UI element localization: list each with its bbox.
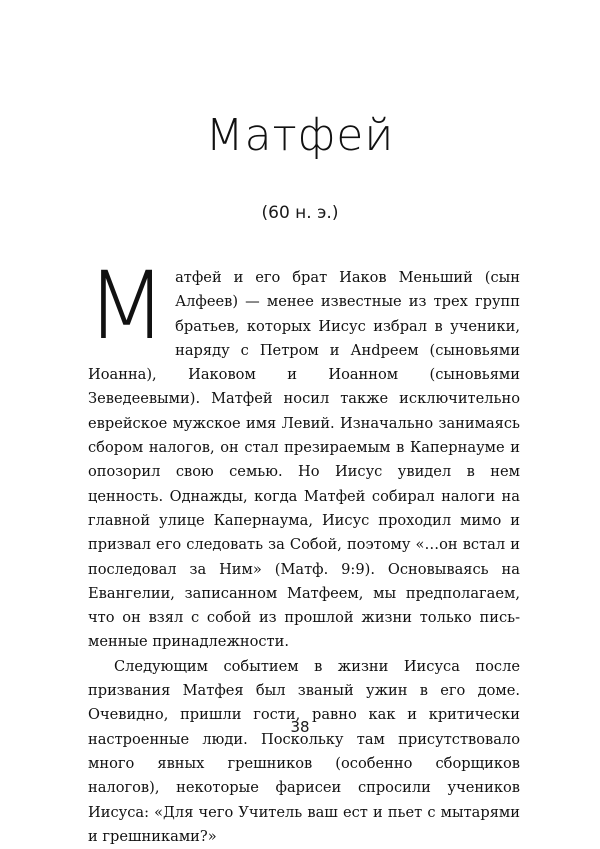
- chapter-title: Матфей: [205, 110, 395, 161]
- paragraph-1: [86, 252, 520, 655]
- drop-cap-letter: М: [86, 252, 168, 361]
- paragraph-2: [88, 655, 520, 849]
- chapter-date: (60 н. э.): [261, 203, 339, 223]
- page-number: 38: [290, 718, 310, 736]
- body-text: [86, 252, 520, 849]
- paragraph-1-text: атфей и его брат Иаков Меньший (сын Алфеев) — менее известные из трех групп братьев, которых Иисус избрал в ученики, наряду с Петром и Анdреем (сыновьями Иоанна), Иаковом и Иоанном (сыновьями Зеведеевыми). Матфей носил также исключительно еврейское мужское имя Левий. Изначально занимаясь сбором налогов, он стал презираемым в Капернауме и опозорил свою семью. Но Иисус увидел в нем ценность. Однажды, когда Матфей собирал налоги на главной улице Капернаума, Иисус проходил мимо и призвал его следовать за Собой, поэтому «…он встал и последовал за Ним» (Матф. 9:9). Основываясь на Евангелии, записанном Матфеем, мы предполагаем, что он взял с собой из прошлой жизни только письменные принадлежности.: [88, 269, 520, 651]
- paragraph-2-text: Следующим событием в жизни Иисуса после призвания Матфея был званый ужин в его доме. Очевидно, пришли гости, равно как и критически настроенные люди. Поскольку там присутствовало много явных грешников (особенно сборщиков налогов), некоторые фарисеи спросили учеников Иисуса: «Для чего Учитель ваш ест и пьет с мытарями и грешниками?»: [88, 657, 520, 845]
